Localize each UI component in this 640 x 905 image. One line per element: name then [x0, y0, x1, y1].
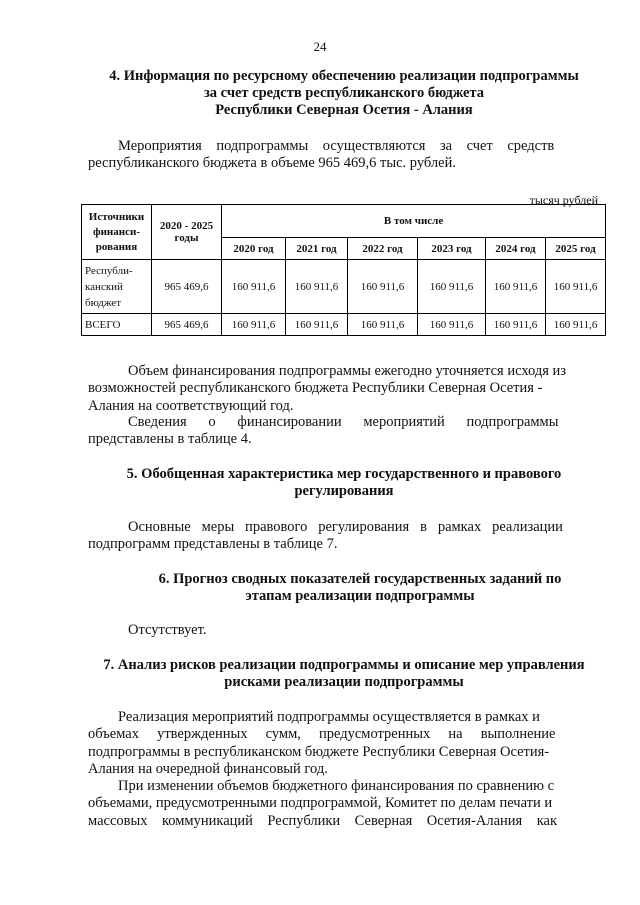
text-line: представлены в таблице 4.	[88, 431, 252, 448]
row-label	[82, 260, 152, 314]
text-line: Объем финансирования подпрограммы ежегодно уточняется исходя из	[128, 363, 567, 379]
text-line: Алания на соответствующий год.	[88, 397, 294, 414]
header-period	[152, 205, 222, 260]
row-value: 160 911,6	[486, 314, 546, 336]
row-label	[82, 314, 152, 336]
header-period-line: 2020 - 2025	[159, 220, 214, 232]
row-label-line: бюджет	[85, 296, 121, 309]
section-4-intro	[88, 138, 600, 173]
header-year: 2024 год	[486, 238, 546, 260]
header-period-line: годы	[174, 232, 199, 244]
row-value: 160 911,6	[418, 260, 486, 314]
section-7-heading-line: рисками реализации подпрограммы	[224, 674, 464, 690]
section-6-heading	[120, 571, 600, 605]
row-value: 160 911,6	[418, 314, 486, 336]
row-value: 160 911,6	[486, 260, 546, 314]
text-line: республиканского бюджета в объеме 965 469,6 тыс. рублей.	[88, 155, 456, 172]
text-line: При изменении объемов бюджетного финансирования по сравнению с	[118, 778, 555, 794]
table-row	[82, 260, 606, 314]
page-number: 24	[313, 39, 327, 54]
text-line: Алания на очередной финансовый год.	[88, 760, 328, 777]
text-line: подпрограмм представлены в таблице 7.	[88, 536, 338, 553]
section-7-heading	[88, 657, 600, 691]
row-label-line: канский	[85, 280, 123, 293]
header-year: 2021 год	[286, 238, 348, 260]
header-source	[82, 205, 152, 260]
section-4-heading-line: 4. Информация по ресурсному обеспечению реализации подпрограммы	[109, 68, 579, 84]
row-total: 965 469,6	[152, 260, 222, 314]
text-line: массовых коммуникаций Республики Северная Осетия-Алания как	[88, 812, 558, 829]
text-line: возможностей республиканского бюджета Республики Северная Осетия -	[88, 380, 543, 397]
header-year: 2022 год	[348, 238, 418, 260]
table-row	[82, 314, 606, 336]
text-line: объемах утвержденных сумм, предусмотренных на выполнение	[88, 726, 556, 743]
row-value: 160 911,6	[286, 260, 348, 314]
row-total: 965 469,6	[152, 314, 222, 336]
row-label-line: Республи-	[85, 264, 133, 277]
section-5-paragraph	[88, 519, 600, 554]
text-line: Отсутствует.	[128, 622, 207, 638]
section-6-paragraph	[88, 622, 600, 639]
section-7-paragraph-1	[88, 709, 600, 778]
section-6-heading-line: этапам реализации подпрограммы	[245, 588, 475, 604]
header-source-line: финанси-	[92, 225, 140, 238]
section-5-heading	[88, 466, 600, 500]
units-label: тысяч рублей	[529, 193, 598, 207]
text-line: подпрограммы в республиканском бюджете Республики Северная Осетия-	[88, 743, 550, 760]
header-source-line: Источники	[88, 210, 145, 223]
header-source-line: рования	[95, 240, 138, 253]
section-7-paragraph-2	[88, 778, 600, 830]
row-value: 160 911,6	[348, 314, 418, 336]
header-year: 2023 год	[418, 238, 486, 260]
row-value: 160 911,6	[286, 314, 348, 336]
row-value: 160 911,6	[222, 260, 286, 314]
section-4-heading-line: Республики Северная Осетия - Алания	[215, 102, 473, 118]
financing-table	[81, 204, 606, 336]
section-5-heading-line: регулирования	[294, 483, 394, 499]
row-label-line: ВСЕГО	[85, 318, 121, 331]
section-6-heading-line: 6. Прогноз сводных показателей государственных заданий по	[158, 571, 562, 587]
section-4-after-paragraph	[88, 363, 600, 415]
section-4-reference-paragraph	[88, 414, 600, 449]
text-line: объемами, предусмотренными подпрограммой, Комитет по делам печати и	[88, 795, 553, 812]
text-line: Мероприятия подпрограммы осуществляются за счет средств	[118, 138, 555, 154]
text-line: Сведения о финансировании мероприятий подпрограммы	[128, 414, 559, 430]
section-4-heading-line: за счет средств республиканского бюджета	[203, 85, 485, 101]
section-7-heading-line: 7. Анализ рисков реализации подпрограммы и описание мер управления	[103, 657, 585, 673]
row-value: 160 911,6	[348, 260, 418, 314]
section-5-heading-line: 5. Обобщенная характеристика мер государственного и правового	[126, 466, 562, 482]
header-including: В том числе	[222, 205, 606, 238]
header-year: 2025 год	[546, 238, 606, 260]
row-value: 160 911,6	[546, 314, 606, 336]
row-value: 160 911,6	[222, 314, 286, 336]
section-4-heading	[88, 68, 600, 119]
header-year: 2020 год	[222, 238, 286, 260]
text-line: Основные меры правового регулирования в рамках реализации	[128, 519, 563, 535]
text-line: Реализация мероприятий подпрограммы осуществляется в рамках и	[118, 709, 540, 725]
row-value: 160 911,6	[546, 260, 606, 314]
